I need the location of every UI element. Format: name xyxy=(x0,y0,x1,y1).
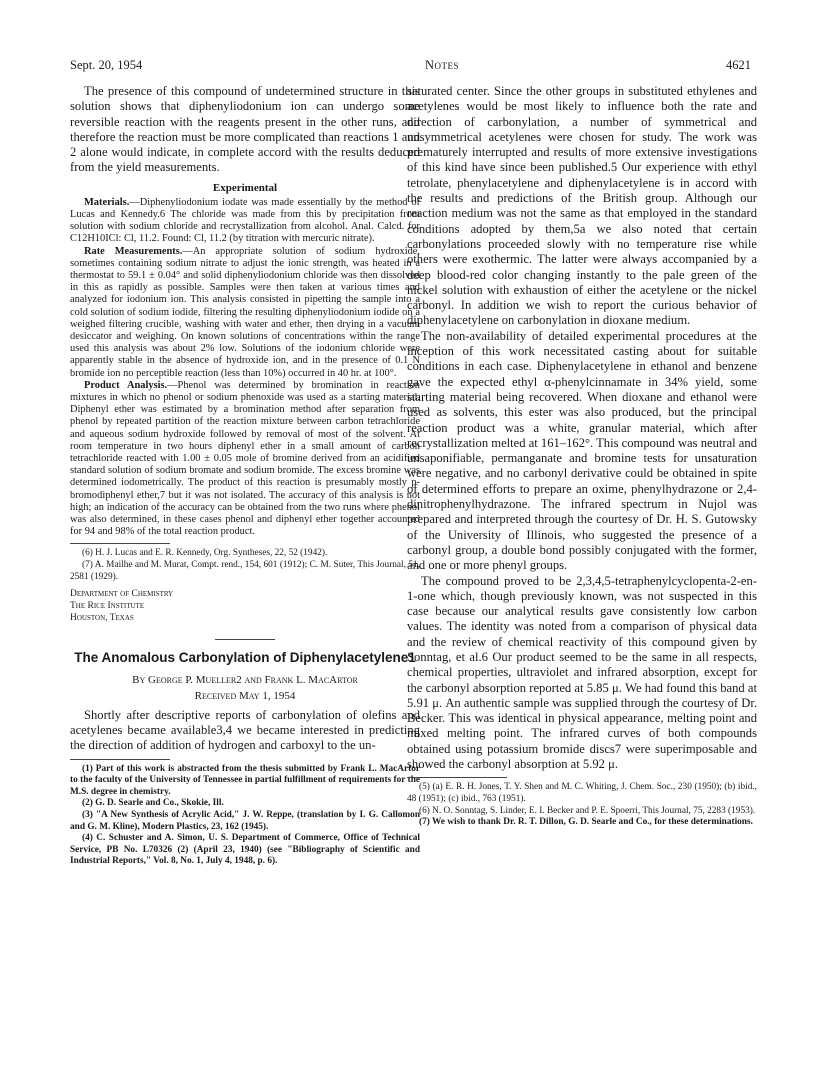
footnote-5: (5) (a) E. R. H. Jones, T. Y. Shen and M. C. Whiting, J. Chem. Soc., 230 (1950); (b) ibid., 48 (1951); (c) ibid., 763 (1951). xyxy=(407,782,757,804)
rate-heading: Rate Measurements. xyxy=(84,245,183,257)
article-byline: By George P. Mueller2 and Frank L. MacArtor xyxy=(132,673,358,686)
article-separator xyxy=(215,639,275,640)
footnote-1: (1) Part of this work is abstracted from the thesis submitted by Frank L. MacArtor to the faculty of the University of Tennessee in partial fulfillment of requirements for the M.S. degree in chemistry. xyxy=(70,763,420,797)
footnote-2: (2) G. D. Searle and Co., Skokie, Ill. xyxy=(82,798,224,809)
right-paragraph-1: saturated center. Since the other groups in substituted ethylenes and acetylenes would be most likely to influence both the rate and direction of carbonylation, a number of symmetrical and unsymmetrical acetylenes were chosen for study. The work was prematurely interrupted and results of more extensive investigations of this kind have since been published.5 Our experience with ethyl tetrolate, phenylacetylene and diphenylacetylene is in accord with the results and predictions of the British group. Although our reaction medium was not the same as that employed in the standard conditions adopted by them,5a we also noted that certain carbonylations proceeded slowly with no temperature rise while others were exothermic. The latter were always accompanied by a deep blood-red color changing instantly to the pale green of the nickel solution with exhaustion of either the acetylene or the nickel carbonyl. In addition we wish to report the curious behavior of diphenylacetylene on carbonylation in dioxane medium. xyxy=(407,84,757,328)
rate-paragraph xyxy=(70,246,420,380)
address-line-3: Houston, Texas xyxy=(70,612,134,623)
address-line-2: The Rice Institute xyxy=(70,601,145,612)
header-page-number: 4621 xyxy=(726,58,751,72)
left-paragraph-1: The presence of this compound of undetermined structure in this solution shows that diphenyliodonium ion can undergo some reversible reaction with the reagents present in the other runs, and therefore the reaction must be more complicated than reactions 1 and 2 alone would indicate, in complete accord with the results deduced from the yield measurements. xyxy=(70,84,420,175)
left-column xyxy=(70,84,420,868)
right-column xyxy=(407,84,757,829)
article-title: The Anomalous Carbonylation of Diphenylacetylene1 xyxy=(74,649,416,665)
footnote-3: (3) "A New Synthesis of Acrylic Acid," J. W. Reppe, (translation by I. G. Callomon and G. M. Kline), Modern Plastics, 23, 162 (1945). xyxy=(70,809,420,832)
left-paragraph-2: Shortly after descriptive reports of carbonylation of olefins and acetylenes became available3,4 we became interested in predicting the direction of addition of hydrogen and carboxyl to the un- xyxy=(70,707,420,753)
footnote-rule xyxy=(70,543,170,544)
product-text: —Phenol was determined by bromination in reaction mixtures in which no phenol or sodium phenoxide was used as a starting material. Diphenyl ether was estimated by a bromination method after separation from phenol by repeated partition of the reaction mixture between carbon tetrachloride and aqueous sodium hydroxide followed by removal of most of the solvent. At room temperature in two hours diphenyl ether in a small amount of carbon tetrachloride reacted with 1.00 ± 0.05 mole of bromine derived from an acidified standard solution of sodium bromate and sodium bromide. The excess bromine was determined iodometrically. The product of this reaction is presumably mostly p-bromodiphenyl ether,7 but it was not isolated. The accuracy of this analysis is not high; an indication of the accuracy can be obtained from the two runs where phenol was also determined, in these cases phenol and diphenyl ether together accounted for 94 and 98% of the total reaction product. xyxy=(70,379,420,538)
right-paragraph-3: The compound proved to be 2,3,4,5-tetraphenylcyclopenta-2-en-1-one which, though previously known, was not suspected in this case because our analytical results gave consistently low carbon values. The identity was noted from a comparison of physical data and the review of chemical reactivity of this compound given by Sonntag, et al.6 Our product seemed to be the same in all respects, chemical properties, ultraviolet and infrared absorption, except for the carbonyl absorption reported at 5.85 μ. We had found this band at 5.91 μ. An authentic sample was supplied through the courtesy of Dr. Becker. This was identical in physical appearance, melting point and mixed melting point. The infrared curves of both compounds obtained using potassium bromide discs7 were superimposable and showed the carbonyl absorption at 5.92 μ. xyxy=(407,573,757,772)
materials-text: —Diphenyliodonium iodate was made essentially by the method of Lucas and Kennedy.6 The chloride was made from this by precipitation from solution with sodium chloride and recrystallization from alcohol. Anal. Calcd. for C12H10ICl: Cl, 11.2. Found: Cl, 11.2 (by titration with mercuric nitrate). xyxy=(70,196,420,245)
materials-paragraph xyxy=(70,197,420,246)
footnote-4: (4) C. Schuster and A. Simon, U. S. Department of Commerce, Office of Technical Service, PB No. L70326 (2) (April 23, 1940) (see "Bibliography of Scientific and Industrial Reports," Vol. 8, No. 1, July 4, 1948, p. 6). xyxy=(70,833,420,867)
right-paragraph-2: The non-availability of detailed experimental procedures at the inception of this work necessitated casting about for suitable conditions in each case. Diphenylacetylene in ethanol and benzene gave the expected ethyl α-phenylcinnamate in 34% yield, some starting material being recovered. When dioxane and ethanol were used as solvents, this ester was also produced, but the principal reaction product was a white, granular material, which after recrystallization melted at 161–162°. This compound was neutral and unsaponifiable, permanganate and bromine tests for unsaturation were negative, and no carbonyl derivative could be obtained in spite of determined efforts to prepare an oxime, phenylhydrazone or 2,4-dinitrophenylhydrazone. The infrared spectrum in Nujol was prepared and interpreted through the courtesy of Dr. H. S. Gutowsky of the University of Illinois, who suggested the presence of a carbonyl group, a double bond possibly conjugated with the former, and one or more phenyl groups. xyxy=(407,328,757,573)
address-line-1: Department of Chemistry xyxy=(70,589,174,600)
experimental-heading: Experimental xyxy=(212,181,278,194)
received-date: Received May 1, 1954 xyxy=(194,689,296,702)
product-paragraph xyxy=(70,380,420,539)
footnote-6-left: (6) H. J. Lucas and E. R. Kennedy, Org. Syntheses, 22, 52 (1942). xyxy=(82,548,328,559)
footnote-6-right: (6) N. O. Sonntag, S. Linder, E. I. Becker and P. E. Spoerri, This Journal, 75, 2283 (1953). xyxy=(419,805,756,816)
materials-heading: Materials. xyxy=(84,196,130,208)
rate-text: —An appropriate solution of sodium hydroxide, sometimes containing sodium nitrate to adjust the ionic strength, was heated in a thermostat to 59.1 ± 0.04° and solid diphenyliodonium chloride was then dissolved in this as rapidly as possible. Samples were then taken at various times and analyzed for iodonium ion. This analysis consisted in pipetting the sample into a cold solution of sodium iodide, filtering the resulting diphenyliodonium iodide on a weighed filtering crucible, washing with water and ether, then drying in a vacuum desiccator and weighing. On known solutions of concentrations within the range used this analysis was about 2% low. Solutions of the iodonium chloride were apparently stable in the absence of hydroxide ion, and in the presence of 0.1 N bromide ion no perceptible reaction (less than 10%) occurred in 40 hr. at 100°. xyxy=(70,245,421,379)
footnote-7-right: (7) We wish to thank Dr. R. T. Dillon, G. D. Searle and Co., for these determinations. xyxy=(419,817,753,828)
header-section: Notes xyxy=(425,58,460,72)
footnote-7-left: (7) A. Mailhe and M. Murat, Compt. rend., 154, 601 (1912); C. M. Suter, This Journal, 51, 2581 (1929). xyxy=(70,560,420,582)
footnote-rule-2 xyxy=(70,759,170,760)
header-date: Sept. 20, 1954 xyxy=(70,58,143,72)
product-heading: Product Analysis. xyxy=(84,379,168,391)
footnote-rule-right xyxy=(407,777,507,778)
